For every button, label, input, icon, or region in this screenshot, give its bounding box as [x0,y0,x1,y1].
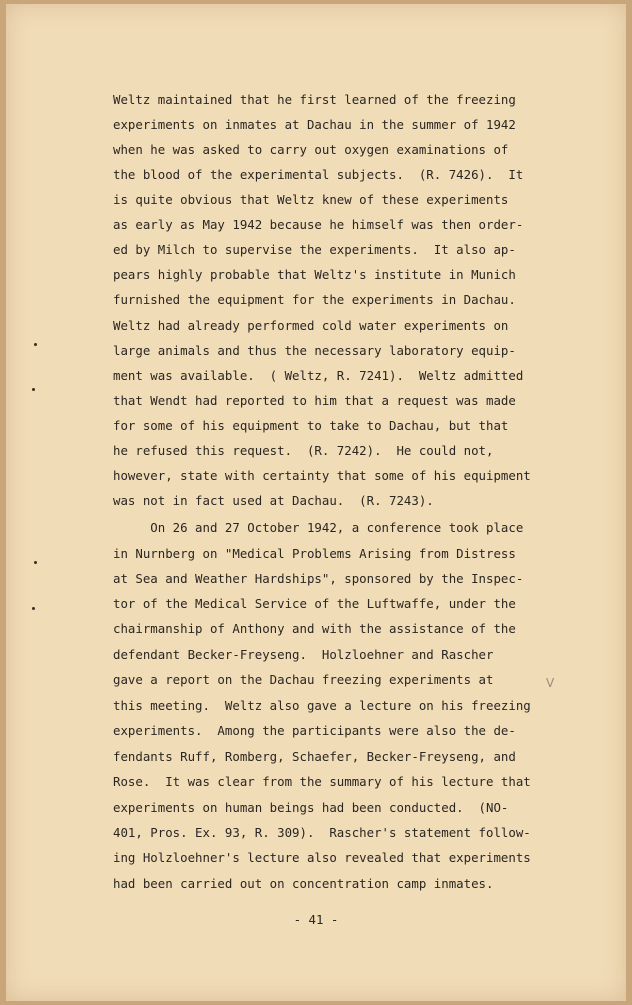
text-line: in Nurnberg on "Medical Problems Arising from Distress [113,546,516,561]
text-line: the blood of the experimental subjects. (R. 7426). It [113,167,524,182]
text-line: however, state with certainty that some of his equipment [113,468,531,483]
text-line: Weltz had already performed cold water experiments on [113,318,509,333]
text-line: 401, Pros. Ex. 93, R. 309). Rascher's statement follow- [113,825,531,840]
text-line: Weltz maintained that he first learned of the freezing [113,92,516,107]
text-line: chairmanship of Anthony and with the assistance of the [113,621,516,636]
text-line: ment was available. ( Weltz, R. 7241). Weltz admitted [113,368,524,383]
text-line: pears highly probable that Weltz's institute in Munich [113,267,516,282]
text-line: experiments. Among the participants were also the de- [113,723,516,738]
text-line: at Sea and Weather Hardships", sponsored by the Inspec- [113,571,524,586]
text-line: tor of the Medical Service of the Luftwaffe, under the [113,596,516,611]
margin-speck [34,343,37,346]
text-line: this meeting. Weltz also gave a lecture on his freezing [113,698,531,713]
text-line: large animals and thus the necessary laboratory equip- [113,343,516,358]
text-line: was not in fact used at Dachau. (R. 7243). [113,493,434,508]
text-line: as early as May 1942 because he himself was then order- [113,217,524,232]
text-line: furnished the equipment for the experiments in Dachau. [113,292,516,307]
text-line: that Wendt had reported to him that a request was made [113,393,516,408]
text-line: experiments on human beings had been conducted. (NO- [113,800,509,815]
text-line: is quite obvious that Weltz knew of these experiments [113,192,509,207]
text-line: On 26 and 27 October 1942, a conference took place [113,520,524,535]
page-number: - 41 - [293,912,339,927]
text-line: for some of his equipment to take to Dachau, but that [113,418,509,433]
text-line: he refused this request. (R. 7242). He could not, [113,443,494,458]
text-line: experiments on inmates at Dachau in the summer of 1942 [113,117,516,132]
text-line: had been carried out on concentration camp inmates. [113,876,494,891]
margin-speck [32,607,35,610]
text-line: when he was asked to carry out oxygen examinations of [113,142,509,157]
text-line: ing Holzloehner's lecture also revealed that experiments [113,850,531,865]
text-line: gave a report on the Dachau freezing experiments at [113,672,494,687]
text-line: Rose. It was clear from the summary of his lecture that [113,774,531,789]
margin-check-mark: V [546,676,555,690]
margin-speck [34,561,37,564]
text-line: ed by Milch to supervise the experiments. It also ap- [113,242,516,257]
margin-speck [32,388,35,391]
text-line: defendant Becker-Freyseng. Holzloehner and Rascher [113,647,494,662]
text-line: fendants Ruff, Romberg, Schaefer, Becker-Freyseng, and [113,749,516,764]
